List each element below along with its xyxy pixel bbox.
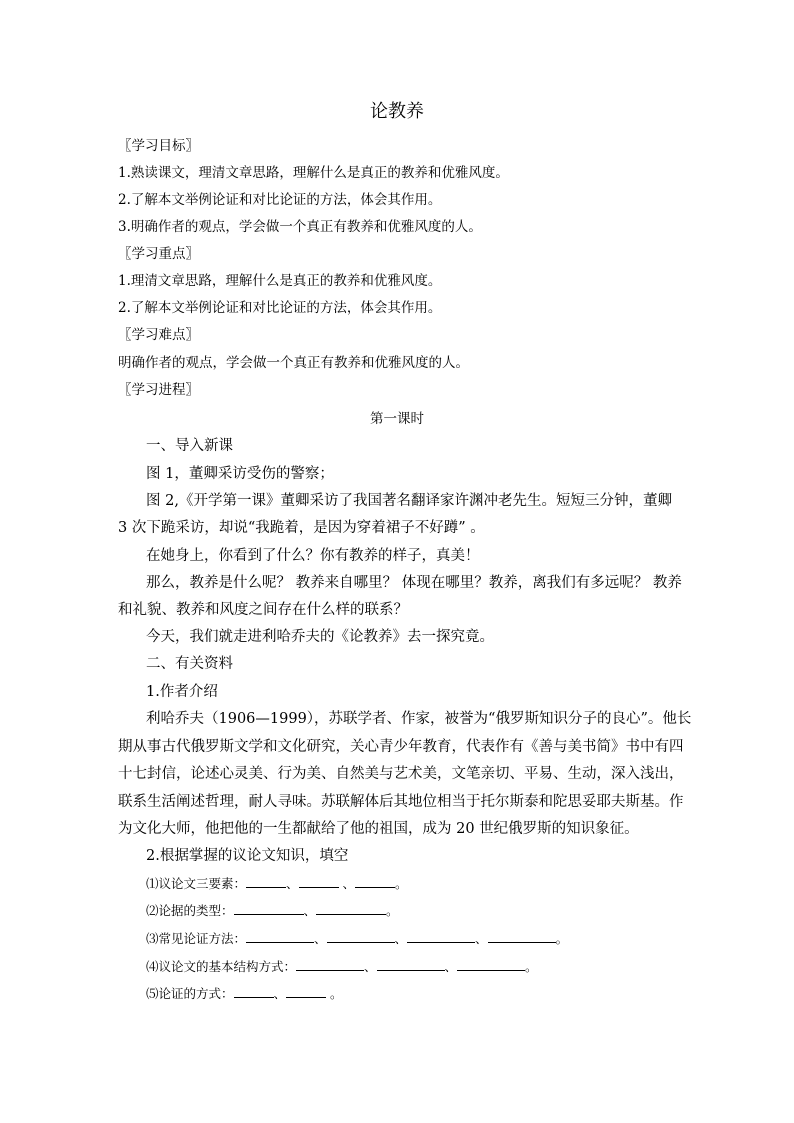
fill-question-1: ⑴议论文三要素： 、 、 。 [146,876,408,891]
author-line: 期从事古代俄罗斯文学和文化研究，关心青少年教育，代表作有《善与美书简》书中有四 [118,739,684,755]
difficulty-item: 明确作者的观点，学会做一个真正有教养和优雅风度的人。 [118,355,469,371]
answer-blank[interactable] [327,929,395,943]
author-line: 联系生活阐述哲理，耐人寻味。苏联解体后其地位相当于托尔斯泰和陀思妥耶夫斯基。作 [118,794,684,810]
goals-heading: 〖学习目标〗 [118,138,199,154]
intro-line: 图 1，董卿采访受伤的警察； [146,466,334,482]
lesson-title: 第一课时 [370,411,424,427]
answer-blank[interactable] [377,957,445,971]
intro-line: 和礼貌、教养和风度之间存在什么样的联系？ [118,602,408,618]
answer-blank[interactable] [299,874,339,888]
intro-line: 今天，我们就走进利哈乔夫的《论教养》去一探究竟。 [146,629,494,645]
answer-blank[interactable] [234,984,274,998]
answer-blank[interactable] [234,901,304,915]
intro-line: 那么，教养是什么呢？ 教养来自哪里？ 体现在哪里？教养，离我们有多远呢？ 教养 [146,575,682,591]
page-title: 论教养 [370,101,424,122]
fill-question-3: ⑶常见论证方法： 、 、 、 。 [146,931,569,946]
author-line: 利哈乔夫（1906—1999），苏联学者、作家，被誉为“俄罗斯知识分子的良心”。他长 [146,711,692,727]
fill-label: ⑴议论文三要素： [146,876,247,891]
fill-question-2: ⑵论据的类型： 、 。 [146,903,399,918]
intro-line: 在她身上，你看到了什么？你有教养的样子，真美！ [146,548,480,564]
goal-item: 1.熟读课文，理清文章思路，理解什么是真正的教养和优雅风度。 [118,165,509,181]
fill-label: ⑸论证的方式： [146,986,234,1001]
goal-item: 2.了解本文举例论证和对比论证的方法，体会其作用。 [118,192,442,208]
key-point-item: 1.理清文章思路，理解什么是真正的教养和优雅风度。 [118,273,442,289]
intro-line: 3 次下跪采访，却说“我跪着，是因为穿着裙子不好蹲” 。 [118,520,485,536]
intro-line: 图 2,《开学第一课》董卿采访了我国著名翻译家许渊冲老先生。短短三分钟，董卿 [146,493,672,509]
difficulties-heading: 〖学习难点〗 [118,327,199,343]
author-line: 为文化大师，他把他的一生都献给了他的祖国，成为 20 世纪俄罗斯的知识象征。 [118,821,639,837]
answer-blank[interactable] [246,874,286,888]
subsection-heading: 1.作者介绍 [146,684,218,700]
fill-label: ⑷议论文的基本结构方式： [146,959,297,974]
answer-blank[interactable] [246,929,314,943]
answer-blank[interactable] [457,957,525,971]
key-points-heading: 〖学习重点〗 [118,246,199,262]
section-heading: 一、导入新课 [146,438,233,454]
answer-blank[interactable] [488,929,556,943]
goal-item: 3.明确作者的观点，学会做一个真正有教养和优雅风度的人。 [118,219,482,235]
subsection-heading: 2.根据掌握的议论文知识，填空 [146,848,349,864]
answer-blank[interactable] [316,901,386,915]
answer-blank[interactable] [296,957,364,971]
process-heading: 〖学习进程〗 [118,382,199,398]
author-line: 十七封信，论述心灵美、行为美、自然美与艺术美，文笔亲切、平易、生动，深入浅出， [118,766,684,782]
section-heading: 二、有关资料 [146,656,233,672]
fill-question-5: ⑸论证的方式： 、 。 [146,986,343,1001]
fill-label: ⑶常见论证方法： [146,931,247,946]
fill-label: ⑵论据的类型： [146,903,234,918]
answer-blank[interactable] [407,929,475,943]
answer-blank[interactable] [355,874,395,888]
key-point-item: 2.了解本文举例论证和对比论证的方法，体会其作用。 [118,300,442,316]
fill-question-4: ⑷议论文的基本结构方式： 、 、 。 [146,959,538,974]
answer-blank[interactable] [286,984,326,998]
